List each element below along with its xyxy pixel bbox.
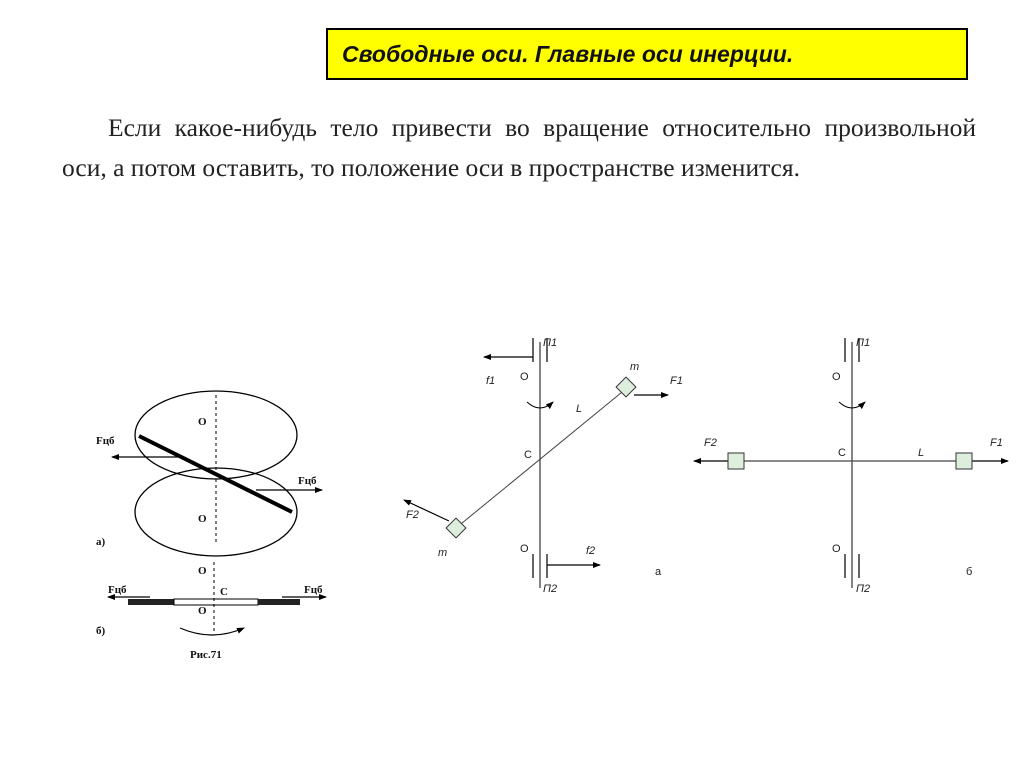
fig71-part-a: а) bbox=[96, 536, 106, 548]
fig71b-o-bottom: O bbox=[198, 605, 207, 617]
figb-f1: F1 bbox=[990, 437, 1003, 449]
figa-o-bottom: O bbox=[520, 543, 529, 555]
figa-o-top: O bbox=[520, 371, 529, 383]
figb-mass-left bbox=[728, 453, 744, 469]
figa-rod bbox=[456, 388, 627, 528]
fig71b-f-right: Fцб bbox=[304, 584, 323, 596]
figa-pi1: П1 bbox=[543, 337, 558, 349]
figure-71 bbox=[96, 391, 326, 661]
fig71-ellipse-top bbox=[135, 391, 297, 479]
figa-l: L bbox=[576, 403, 583, 415]
figb-f2: F2 bbox=[704, 437, 717, 449]
figb-o-top: O bbox=[832, 371, 841, 383]
figb-mass-right bbox=[956, 453, 972, 469]
figa-c: C bbox=[524, 449, 532, 461]
figure-a bbox=[404, 337, 683, 595]
slide-title: Свободные оси. Главные оси инерции. bbox=[342, 40, 794, 67]
figa-j1: f1 bbox=[486, 375, 496, 387]
fig71b-f-left: Fцб bbox=[108, 584, 127, 596]
figa-f2: F2 bbox=[406, 509, 419, 521]
fig71b-c: C bbox=[220, 586, 228, 598]
figb-o-bottom: O bbox=[832, 543, 841, 555]
figa-tag: а bbox=[655, 566, 662, 578]
figure-b bbox=[694, 337, 1008, 595]
fig71-f-label-right: Fцб bbox=[298, 475, 317, 487]
figb-pi2: П2 bbox=[856, 583, 871, 595]
figa-m-bottom: m bbox=[438, 547, 448, 559]
figb-pi1: П1 bbox=[856, 337, 871, 349]
fig71b-rotation-arc bbox=[180, 628, 244, 635]
fig71-o-bottom: O bbox=[198, 513, 207, 525]
figb-l: L bbox=[918, 447, 925, 459]
fig71-rod bbox=[139, 436, 292, 512]
figa-mass-bottom bbox=[446, 518, 466, 538]
fig71b-rod-left bbox=[128, 599, 174, 605]
fig71-o-top: O bbox=[198, 416, 207, 428]
body-paragraph: Если какое-нибудь тело привести во вращение относительно произвольной оси, а потом оставить, то положение оси в пространстве изменится. bbox=[62, 113, 976, 182]
figa-j2: f2 bbox=[586, 545, 596, 557]
fig71b-o-top: O bbox=[198, 565, 207, 577]
figa-pi2: П2 bbox=[543, 583, 558, 595]
figb-c: C bbox=[838, 447, 846, 459]
figb-tag: б bbox=[966, 566, 973, 578]
fig71-caption: Рис.71 bbox=[190, 649, 222, 661]
fig71-f-label-left: Fцб bbox=[96, 435, 115, 447]
figa-f1: F1 bbox=[670, 375, 683, 387]
figa-m-top: m bbox=[630, 361, 640, 373]
fig71b-rod-mid bbox=[174, 599, 258, 605]
fig71b-rod-right bbox=[258, 599, 300, 605]
fig71-part-b: б) bbox=[96, 625, 106, 637]
